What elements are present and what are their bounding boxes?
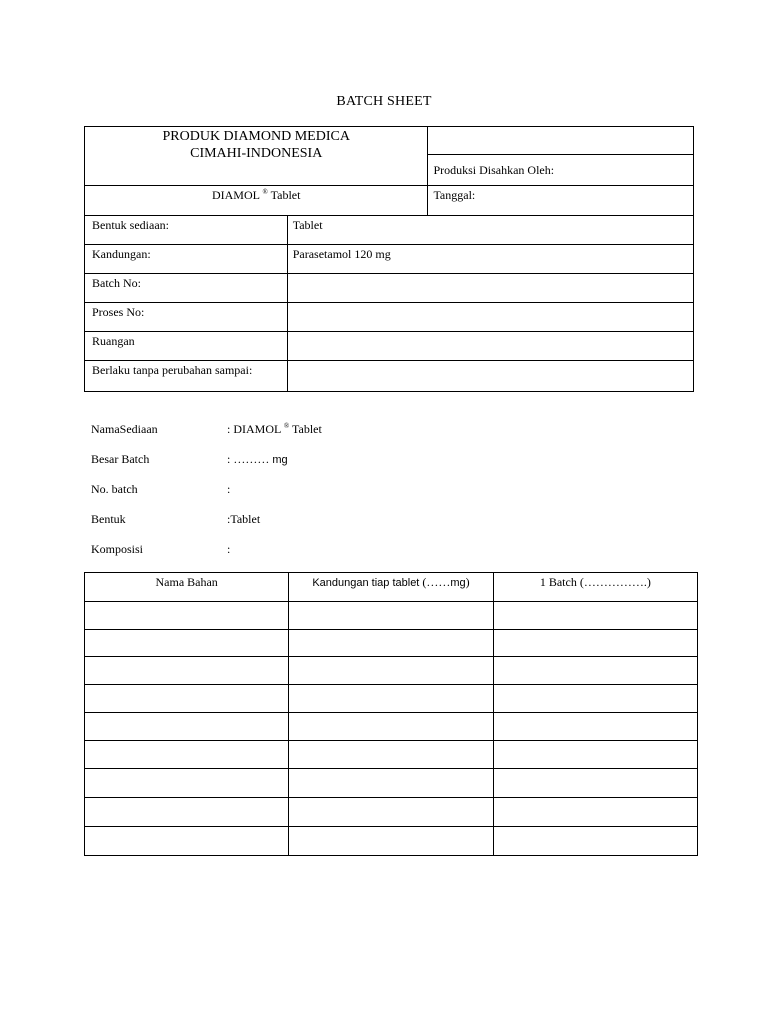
table-cell [85,741,289,769]
table-cell [85,602,289,630]
info-value [227,452,288,467]
info-value [227,422,322,437]
table-cell [289,657,493,685]
info-label: No. batch [91,482,138,496]
table-cell [85,630,289,657]
header-table [84,126,694,392]
info-label: NamaSediaan [91,422,158,436]
table-cell [289,769,493,798]
detail-label: Proses No: [85,303,288,332]
table-cell [493,798,697,827]
info-label: Besar Batch [91,452,150,466]
table-cell [85,798,289,827]
column-header-batch: 1 Batch (…………….) [493,573,697,602]
composition-table [84,572,698,856]
table-cell [289,798,493,827]
table-row [85,713,698,741]
table-cell [289,827,493,856]
table-cell [85,827,289,856]
table-row [85,630,698,657]
header-text: mg [450,577,466,589]
table-cell [493,630,697,657]
column-header-nama-bahan: Nama Bahan [85,573,289,602]
table-row [85,827,698,856]
date-cell [428,186,694,216]
table-cell [85,713,289,741]
info-value-prefix: : DIAMOL [227,422,281,436]
company-cell [85,127,428,186]
info-value-dots: : ……… [227,452,273,466]
table-cell [289,741,493,769]
detail-value [287,332,693,361]
column-header-kandungan [289,573,493,602]
header-text: ) [465,575,470,589]
document-title: BATCH SHEET [336,94,432,109]
date-label: Tanggal: [433,188,476,202]
table-row [85,602,698,630]
blank-cell [428,127,694,155]
product-cell [85,186,428,216]
table-cell [289,602,493,630]
approved-by-cell [428,155,694,186]
detail-label: Batch No: [85,274,288,303]
product-form: Tablet [270,188,301,202]
info-value: :Tablet [227,512,261,526]
detail-label: Ruangan [85,332,288,361]
table-cell [85,769,289,798]
info-label: Komposisi [91,542,144,556]
detail-label: Kandungan: [85,245,288,274]
table-cell [289,685,493,713]
info-value: : [227,482,231,496]
info-value-unit: mg [272,454,288,466]
header-text: (…… [419,575,451,589]
table-cell [85,685,289,713]
table-cell [289,713,493,741]
table-cell [493,685,697,713]
table-cell [85,657,289,685]
table-row [85,685,698,713]
detail-value [287,274,693,303]
table-cell [493,769,697,798]
table-cell [493,741,697,769]
table-row [85,798,698,827]
detail-value [287,361,693,392]
table-cell [289,630,493,657]
table-row [85,769,698,798]
table-cell [493,827,697,856]
company-city: CIMAHI-INDONESIA [190,146,323,161]
company-name: PRODUK DIAMOND MEDICA [162,129,350,144]
info-value-suffix: Tablet [292,422,322,436]
registered-mark: ® [283,422,290,430]
product-name: DIAMOL [211,188,260,202]
table-row [85,741,698,769]
info-label: Bentuk [91,512,126,526]
header-text: Kandungan tiap tablet [312,577,420,589]
composition-header-row [85,573,698,602]
table-cell [493,657,697,685]
detail-label: Berlaku tanpa perubahan sampai: [85,361,288,392]
table-cell [493,602,697,630]
detail-value: Tablet [287,216,693,245]
approved-by-label: Produksi Disahkan Oleh: [433,162,555,177]
detail-value [287,303,693,332]
table-cell [493,713,697,741]
detail-value: Parasetamol 120 mg [287,245,693,274]
info-value: : [227,542,231,556]
registered-mark: ® [262,188,268,196]
table-row [85,657,698,685]
detail-label: Bentuk sediaan: [85,216,288,245]
